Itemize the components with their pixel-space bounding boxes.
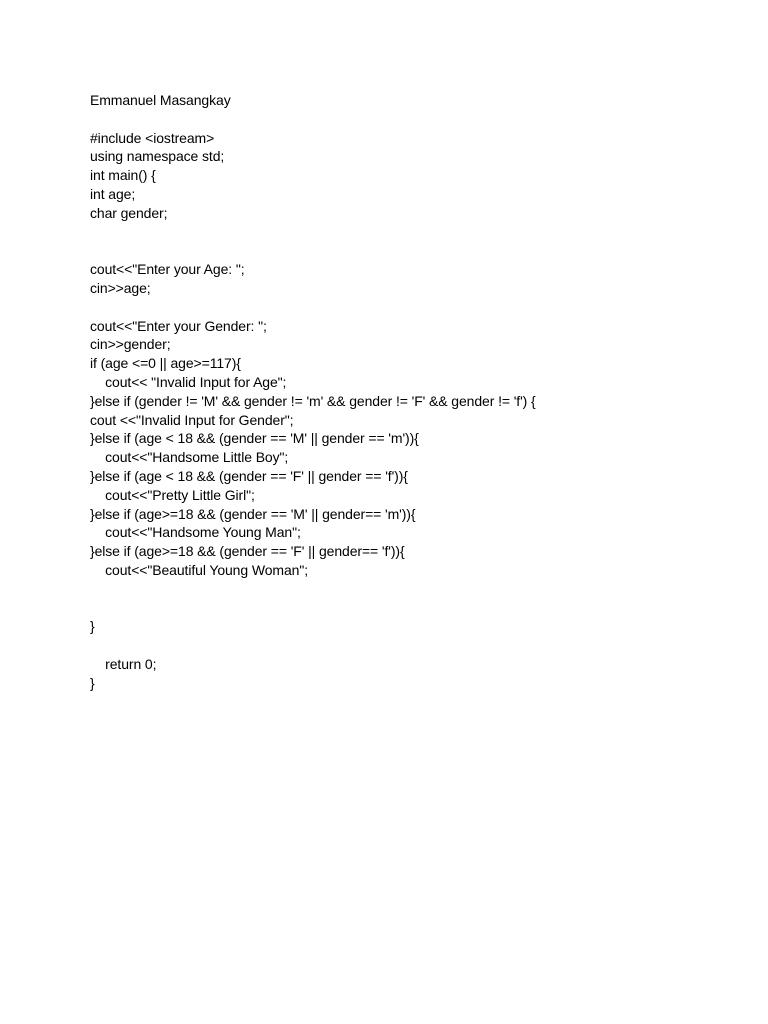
code-line: cout<<"Enter your Gender: "; bbox=[90, 317, 267, 334]
code-line bbox=[90, 241, 740, 260]
code-line bbox=[90, 636, 740, 655]
code-line: }else if (age < 18 && (gender == 'M' || gender == 'm')){ bbox=[90, 430, 419, 447]
code-line: if (age <=0 || age>=117){ bbox=[90, 355, 241, 372]
code-line: cout<<"Handsome Young Man"; bbox=[90, 524, 301, 541]
code-line: using namespace std; bbox=[90, 148, 225, 165]
code-line bbox=[90, 223, 740, 242]
code-line: cin>>age; bbox=[90, 279, 151, 296]
code-line: cout<<"Beautiful Young Woman"; bbox=[90, 561, 308, 578]
code-line bbox=[90, 599, 740, 618]
document-body bbox=[90, 91, 740, 693]
code-line: cin>>gender; bbox=[90, 336, 171, 353]
code-line: int age; bbox=[90, 185, 136, 202]
code-line: cout<<"Handsome Little Boy"; bbox=[90, 449, 289, 466]
code-line: cout <<"Invalid Input for Gender"; bbox=[90, 411, 294, 428]
code-line: } bbox=[90, 618, 95, 635]
code-line: } bbox=[90, 674, 95, 691]
code-line: return 0; bbox=[90, 655, 157, 672]
code-line: cout<<"Pretty Little Girl"; bbox=[90, 486, 255, 503]
code-line bbox=[90, 580, 740, 599]
code-line: }else if (gender != 'M' && gender != 'm' && gender != 'F' && gender != 'f') { bbox=[90, 392, 536, 409]
code-line bbox=[90, 298, 740, 317]
code-line: char gender; bbox=[90, 204, 168, 221]
code-line: }else if (age>=18 && (gender == 'M' || gender== 'm')){ bbox=[90, 505, 416, 522]
code-line: cout<<"Enter your Age: "; bbox=[90, 261, 245, 278]
code-line: int main() { bbox=[90, 167, 156, 184]
author-name: Emmanuel Masangkay bbox=[90, 92, 231, 108]
code-line: }else if (age>=18 && (gender == 'F' || gender== 'f')){ bbox=[90, 543, 405, 560]
blank-line bbox=[90, 110, 740, 129]
code-line: cout<< "Invalid Input for Age"; bbox=[90, 373, 287, 390]
code-line: #include <iostream> bbox=[90, 129, 215, 146]
code-line: }else if (age < 18 && (gender == 'F' || gender == 'f')){ bbox=[90, 467, 408, 484]
